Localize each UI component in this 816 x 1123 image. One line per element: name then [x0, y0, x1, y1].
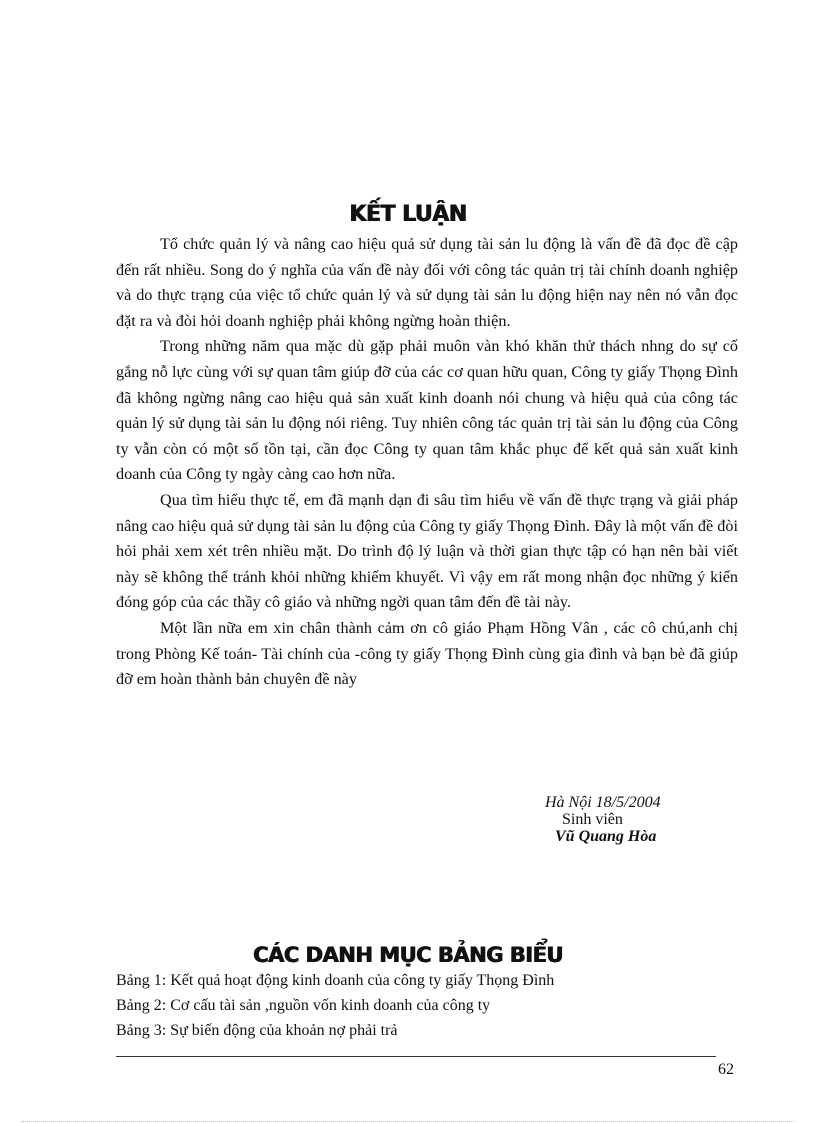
signature-name: Vũ Quang Hòa — [555, 828, 657, 845]
conclusion-heading: KẾT LUẬN — [349, 202, 467, 227]
conclusion-body — [116, 232, 738, 693]
tables-list-heading: CÁC DANH MỤC BẢNG BIỂU — [253, 943, 563, 967]
conclusion-paragraph: Qua tìm hiểu thực tế, em đã mạnh dạn đi sâu tìm hiểu về vấn đề thực trạng và giải pháp nâng cao hiệu quả sử dụng tài sản lu động của Công ty giấy Thọng Đình. Đây là một vấn đề đòi hỏi phải xem xét trên nhiều mặt. Do trình độ lý luận và thời gian thực tập có hạn nên bài viết này sẽ không thể tránh khỏi những khiếm khuyết. Vì vậy em rất mong nhận đọc những ý kiến đóng góp của các thầy cô giáo và những ngời quan tâm đến đề tài này. — [116, 490, 738, 612]
tables-list — [116, 968, 554, 1043]
footer-rule — [116, 1056, 716, 1057]
list-item: Bảng 2: Cơ cấu tài sản ,nguồn vốn kinh doanh của công ty — [116, 997, 491, 1014]
list-item: Bảng 3: Sự biến động của khoản nợ phải trả — [116, 1022, 398, 1039]
conclusion-paragraph: Trong những năm qua mặc dù gặp phải muôn vàn khó khăn thử thách nhng do sự cố gắng nỗ lực cùng với sự quan tâm giúp đỡ của các cơ quan hữu quan, Công ty giấy Thọng Đình đã không ngừng nâng cao hiệu quả sản xuất kinh doanh nói chung và hiệu quả của công tác quản lý sử dụng tài sản lu động nói riêng. Tuy nhiên công tác quản trị tài sản lu động của Công ty vẫn còn có một số tồn tại, cần đọc Công ty quan tâm khắc phục để kết quả sản xuất kinh doanh của Công ty ngày càng cao hơn nữa. — [116, 337, 738, 484]
list-item: Bảng 1: Kết quả hoạt động kinh doanh của công ty giấy Thọng Đình — [116, 972, 555, 989]
page-number: 62 — [718, 1061, 734, 1078]
signature-place-date: Hà Nội 18/5/2004 — [545, 794, 661, 811]
conclusion-paragraph: Một lần nữa em xin chân thành cảm ơn cô giáo Phạm Hồng Vân , các cô chú,anh chị trong Phòng Kế toán- Tài chính của -công ty giấy Thọng Đình cùng gia đình và bạn bè đã giúp đỡ em hoàn thành bản chuyên đề này — [116, 618, 738, 689]
page-edge-divider — [22, 1121, 794, 1122]
conclusion-paragraph: Tổ chức quản lý và nâng cao hiệu quả sử dụng tài sản lu động là vấn đề đã đọc đề cập đến rất nhiều. Song do ý nghĩa của vấn đề này đối với công tác quản trị tài chính doanh nghiệp và do thực trạng của việc tổ chức quản lý và sử dụng tài sản lu động hiện nay nên nó vẫn đọc đặt ra và đòi hỏi doanh nghiệp phải không ngừng hoàn thiện. — [116, 235, 738, 330]
signature-role: Sinh viên — [562, 811, 623, 828]
